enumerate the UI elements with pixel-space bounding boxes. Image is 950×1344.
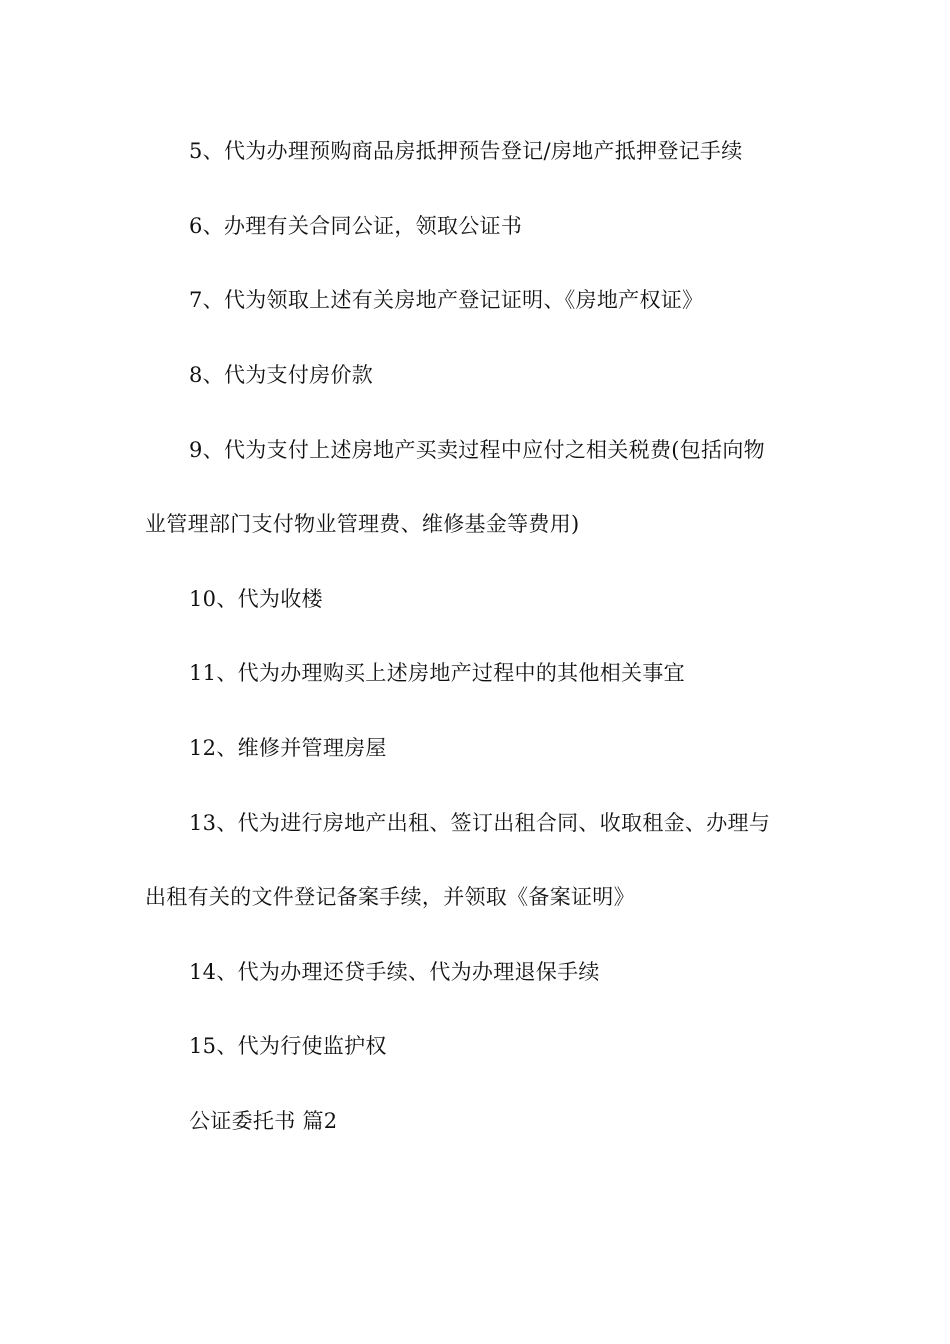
list-item-7: 7、代为领取上述有关房地产登记证明、《房地产权证》 [189, 288, 704, 312]
list-item-11: 11、代为办理购买上述房地产过程中的其他相关事宜 [189, 661, 685, 685]
list-item-9: 9、代为支付上述房地产买卖过程中应付之相关税费(包括向物 [189, 438, 765, 462]
list-item-10: 10、代为收楼 [189, 587, 323, 611]
list-item-13: 13、代为进行房地产出租、签订出租合同、收取租金、办理与 [189, 811, 771, 835]
list-item-13-continuation: 出租有关的文件登记备案手续，并领取《备案证明》 [145, 885, 635, 909]
list-item-15: 15、代为行使监护权 [189, 1034, 387, 1058]
list-item-9-continuation: 业管理部门支付物业管理费、维修基金等费用) [145, 512, 580, 536]
list-item-12: 12、维修并管理房屋 [189, 736, 387, 760]
list-item-14: 14、代为办理还贷手续、代为办理退保手续 [189, 960, 600, 984]
list-item-6: 6、办理有关合同公证，领取公证书 [189, 214, 523, 238]
list-item-5: 5、代为办理预购商品房抵押预告登记/房地产抵押登记手续 [189, 139, 743, 163]
section-heading: 公证委托书 篇2 [189, 1109, 338, 1133]
list-item-8: 8、代为支付房价款 [189, 363, 374, 387]
